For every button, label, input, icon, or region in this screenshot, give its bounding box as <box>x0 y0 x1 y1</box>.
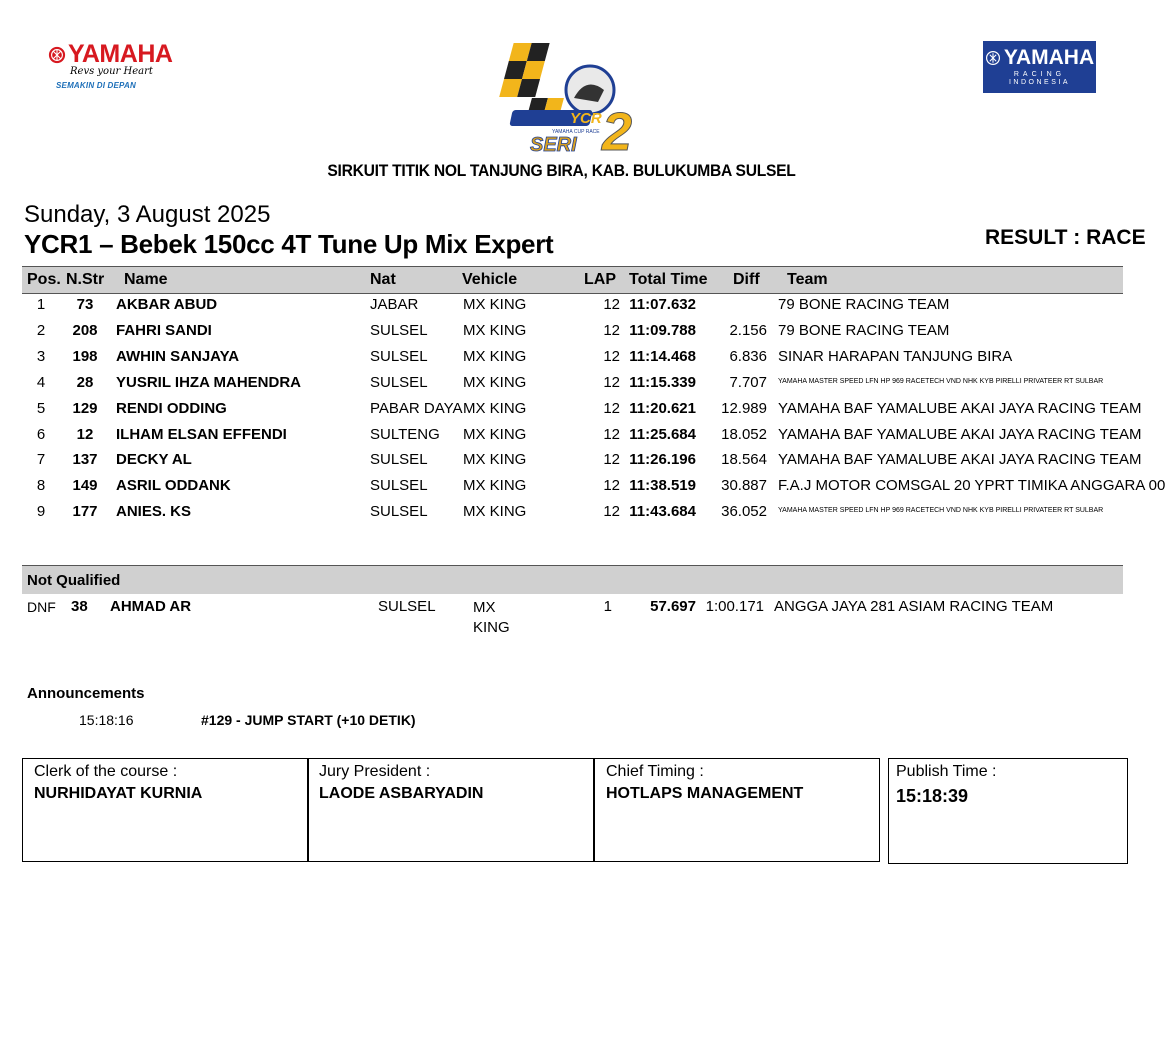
row-start-number: 177 <box>72 503 98 521</box>
row-lap: 12 <box>603 399 620 417</box>
clerk-name: NURHIDAYAT KURNIA <box>34 785 203 802</box>
row-team: SINAR HARAPAN TANJUNG BIRA <box>778 347 1013 365</box>
row-lap: 12 <box>603 296 620 313</box>
dnf-vehicle: MX KING <box>473 599 510 636</box>
row-rider-name: ILHAM ELSAN EFFENDI <box>116 425 287 443</box>
row-pos: 6 <box>36 425 46 443</box>
row-total-time: 11:14.468 <box>629 347 696 365</box>
row-team: YAMAHA MASTER SPEED LFN HP 969 RACETECH VND NHK KYB PIRELLI PRIVATEER RT SULBAR <box>778 377 1104 385</box>
row-vehicle: MX KING <box>463 347 527 365</box>
row-diff: 6.836 <box>729 347 767 365</box>
yamaha-logo-left <box>48 40 173 102</box>
col-total-time: Total Time <box>629 271 708 288</box>
col-diff: Diff <box>733 271 760 288</box>
announcement-text: #129 - JUMP START (+10 DETIK) <box>201 712 416 728</box>
row-start-number: 12 <box>76 425 94 443</box>
row-start-number: 73 <box>76 296 94 313</box>
yamaha-tagline: Revs your Heart <box>70 66 153 77</box>
row-rider-name: AKBAR ABUD <box>116 296 218 313</box>
not-qualified-header <box>22 565 1123 594</box>
row-lap: 12 <box>603 321 620 339</box>
row-pos: 5 <box>36 399 46 417</box>
row-rider-name: AWHIN SANJAYA <box>116 347 240 365</box>
row-start-number: 137 <box>72 451 98 469</box>
row-diff: 2.156 <box>729 321 767 339</box>
results-table-header <box>22 266 1123 294</box>
row-nat: SULSEL <box>370 321 428 339</box>
row-diff: 7.707 <box>729 373 767 391</box>
row-team: YAMAHA MASTER SPEED LFN HP 969 RACETECH VND NHK KYB PIRELLI PRIVATEER RT SULBAR <box>778 507 1104 515</box>
row-start-number: 28 <box>76 373 94 391</box>
col-name: Name <box>124 271 168 288</box>
row-pos: 2 <box>36 321 46 339</box>
race-date: Sunday, 3 August 2025 <box>24 201 271 228</box>
row-start-number: 129 <box>72 399 98 417</box>
row-pos: 8 <box>36 477 46 495</box>
row-total-time: 11:25.684 <box>629 425 696 443</box>
row-rider-name: RENDI ODDING <box>116 399 227 417</box>
indonesia-sub-text: INDONESIA <box>1008 79 1070 86</box>
row-pos: 1 <box>36 296 46 313</box>
timing-box <box>593 758 880 862</box>
row-total-time: 11:15.339 <box>629 373 696 391</box>
row-lap: 12 <box>603 451 620 469</box>
result-row <box>22 397 1142 423</box>
row-vehicle: MX KING <box>463 296 527 313</box>
row-diff: 30.887 <box>721 477 767 495</box>
row-total-time: 11:09.788 <box>629 321 696 339</box>
row-vehicle: MX KING <box>463 451 527 469</box>
not-qualified-title: Not Qualified <box>27 572 121 589</box>
row-rider-name: ANIES. KS <box>116 503 192 521</box>
svg-text:YCR: YCR <box>570 110 602 127</box>
publish-label: Publish Time : <box>896 763 997 780</box>
dnf-nat: SULSEL <box>378 598 436 615</box>
result-row <box>22 345 1123 371</box>
row-vehicle: MX KING <box>463 373 527 391</box>
timing-name: HOTLAPS MANAGEMENT <box>606 785 804 802</box>
jury-box <box>307 758 595 862</box>
result-row <box>22 448 1142 474</box>
svg-text:2: 2 <box>602 102 633 162</box>
row-total-time: 11:07.632 <box>629 296 696 313</box>
row-rider-name: FAHRI SANDI <box>116 321 212 339</box>
yamaha-tuning-fork-icon <box>985 50 1001 66</box>
row-team: YAMAHA BAF YAMALUBE AKAI JAYA RACING TEAM <box>778 399 1142 417</box>
row-start-number: 208 <box>72 321 98 339</box>
row-vehicle: MX KING <box>463 321 527 339</box>
dnf-rider-name: AHMAD AR <box>110 598 192 615</box>
svg-text:YAMAHA CUP RACE: YAMAHA CUP RACE <box>552 129 600 135</box>
dnf-total-time: 57.697 <box>650 598 696 615</box>
row-pos: 7 <box>36 451 46 469</box>
announcement-time: 15:18:16 <box>79 712 134 728</box>
result-label: RESULT : RACE <box>985 226 1146 249</box>
racing-brand-text: YAMAHA <box>1003 46 1095 69</box>
row-vehicle: MX KING <box>463 425 527 443</box>
col-nstr: N.Str <box>66 271 105 288</box>
dnf-start-number: 38 <box>71 598 88 615</box>
svg-text:SERI: SERI <box>530 134 577 156</box>
result-row <box>22 474 1165 500</box>
row-start-number: 149 <box>72 477 98 495</box>
row-total-time: 11:26.196 <box>629 451 696 469</box>
jury-name: LAODE ASBARYADIN <box>319 785 484 802</box>
row-nat: SULSEL <box>370 373 428 391</box>
row-lap: 12 <box>603 425 620 443</box>
circuit-name: SIRKUIT TITIK NOL TANJUNG BIRA, KAB. BULUKUMBA SULSEL <box>327 161 796 180</box>
row-team: 79 BONE RACING TEAM <box>778 321 950 339</box>
row-nat: PABAR DAYA <box>370 399 463 417</box>
row-diff: 18.052 <box>721 425 767 443</box>
row-nat: SULTENG <box>370 425 440 443</box>
yamaha-tuning-fork-icon <box>48 46 66 64</box>
dnf-lap: 1 <box>603 598 612 615</box>
row-pos: 3 <box>36 347 46 365</box>
row-rider-name: ASRIL ODDANK <box>116 477 231 495</box>
row-total-time: 11:20.621 <box>629 399 696 417</box>
row-rider-name: DECKY AL <box>116 451 192 469</box>
result-row <box>22 500 1123 526</box>
row-nat: SULSEL <box>370 503 428 521</box>
clerk-box <box>22 758 309 862</box>
row-total-time: 11:43.684 <box>629 503 696 521</box>
row-pos: 9 <box>36 503 46 521</box>
row-lap: 12 <box>603 477 620 495</box>
publish-box <box>888 758 1128 864</box>
row-vehicle: MX KING <box>463 399 527 417</box>
dnf-row <box>22 598 1123 642</box>
row-diff: 12.989 <box>721 399 767 417</box>
dnf-pos: DNF <box>27 599 56 615</box>
row-pos: 4 <box>36 373 46 391</box>
publish-time: 15:18:39 <box>896 786 969 806</box>
col-pos: Pos. <box>27 271 61 288</box>
result-row <box>22 371 1123 397</box>
ycr-event-logo <box>490 38 650 162</box>
row-team: 79 BONE RACING TEAM <box>778 296 950 313</box>
result-row <box>22 319 1123 345</box>
row-nat: SULSEL <box>370 451 428 469</box>
col-nat: Nat <box>370 271 396 288</box>
row-nat: SULSEL <box>370 477 428 495</box>
col-team: Team <box>787 271 828 288</box>
result-row <box>22 423 1142 449</box>
row-team: YAMAHA BAF YAMALUBE AKAI JAYA RACING TEAM <box>778 425 1142 443</box>
yamaha-brand-text: YAMAHA <box>68 40 173 68</box>
row-nat: JABAR <box>370 296 419 313</box>
timing-label: Chief Timing : <box>606 763 704 780</box>
class-title: YCR1 – Bebek 150cc 4T Tune Up Mix Expert <box>24 229 554 259</box>
row-total-time: 11:38.519 <box>629 477 696 495</box>
row-vehicle: MX KING <box>463 503 527 521</box>
yamaha-slogan: SEMAKIN DI DEPAN <box>56 81 136 90</box>
announcements-title: Announcements <box>27 685 145 702</box>
col-lap: LAP <box>584 271 616 288</box>
racing-sub-text: RACING <box>1013 71 1066 78</box>
row-lap: 12 <box>603 347 620 365</box>
row-start-number: 198 <box>72 347 98 365</box>
row-vehicle: MX KING <box>463 477 527 495</box>
dnf-diff: 1:00.171 <box>705 598 764 615</box>
row-nat: SULSEL <box>370 347 428 365</box>
clerk-label: Clerk of the course : <box>34 763 178 780</box>
jury-label: Jury President : <box>319 763 431 780</box>
row-diff: 18.564 <box>721 451 767 469</box>
row-lap: 12 <box>603 373 620 391</box>
row-team: F.A.J MOTOR COMSGAL 20 YPRT TIMIKA ANGGARA 00 <box>778 477 1165 495</box>
result-row <box>22 293 1123 319</box>
col-vehicle: Vehicle <box>462 271 518 288</box>
dnf-team: ANGGA JAYA 281 ASIAM RACING TEAM <box>774 598 1054 615</box>
row-rider-name: YUSRIL IHZA MAHENDRA <box>116 373 302 391</box>
row-team: YAMAHA BAF YAMALUBE AKAI JAYA RACING TEAM <box>778 451 1142 469</box>
row-lap: 12 <box>603 503 620 521</box>
row-diff: 36.052 <box>721 503 767 521</box>
yamaha-racing-logo <box>983 41 1096 93</box>
